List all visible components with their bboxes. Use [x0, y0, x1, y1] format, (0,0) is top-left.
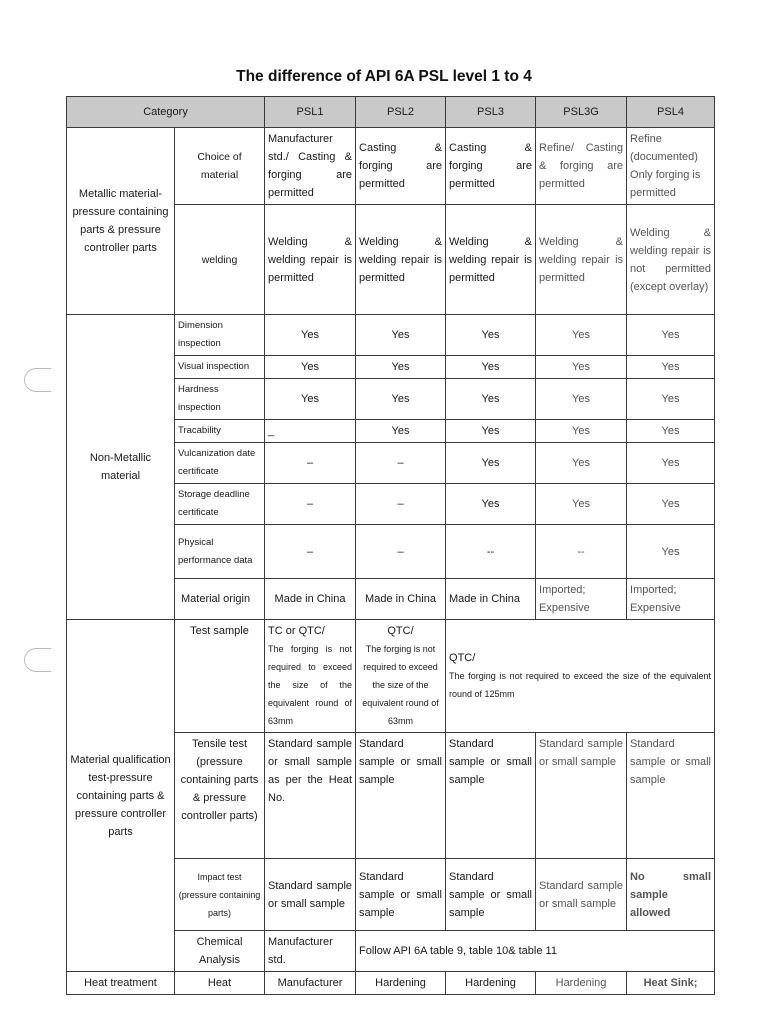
cell-origin-psl1: Made in China: [265, 579, 356, 620]
table-row: [67, 128, 715, 205]
cell-vulcanization-psl3: Yes: [446, 443, 536, 484]
row-label-tensile: Tensile test (pressure containing parts & pressure controller parts): [175, 733, 265, 859]
header-psl2: PSL2: [356, 97, 446, 128]
category-heat-treatment: Heat treatment: [67, 972, 175, 995]
row-label-test-sample: Test sample: [175, 620, 265, 733]
hole-punch-mark: [24, 368, 51, 392]
cell-tracability-psl4: Yes: [627, 420, 715, 443]
test-sample-psl34-note: The forging is not required to exceed the size of the equivalent round of 125mm: [449, 671, 712, 699]
row-label-dimension: Dimension inspection: [175, 315, 265, 356]
cell-vulcanization-psl2: –: [356, 443, 446, 484]
cell-hardness-psl3g: Yes: [536, 379, 627, 420]
row-label-welding: welding: [175, 205, 265, 315]
cell-origin-psl3g: Imported; Expensive: [536, 579, 627, 620]
cell-chemical-rest: Follow API 6A table 9, table 10& table 11: [356, 931, 715, 972]
row-label-hardness: Hardness inspection: [175, 379, 265, 420]
header-row: [67, 97, 715, 128]
cell-storage-psl3g: Yes: [536, 484, 627, 525]
cell-vulcanization-psl4: Yes: [627, 443, 715, 484]
cell-impact-psl2: Standard sample or small sample: [356, 859, 446, 931]
header-psl1: PSL1: [265, 97, 356, 128]
cell-visual-psl1: Yes: [265, 356, 356, 379]
cell-welding-psl4: Welding & welding repair is not permitted (except overlay): [627, 205, 715, 315]
cell-impact-psl1: Standard sample or small sample: [265, 859, 356, 931]
cell-physical-psl3g: --: [536, 525, 627, 579]
header-psl4: PSL4: [627, 97, 715, 128]
cell-welding-psl2: Welding & welding repair is permitted: [356, 205, 446, 315]
cell-hardness-psl4: Yes: [627, 379, 715, 420]
cell-physical-psl1: –: [265, 525, 356, 579]
cell-physical-psl4: Yes: [627, 525, 715, 579]
row-label-tracability: Tracability: [175, 420, 265, 443]
row-label-vulcanization: Vulcanization date certificate: [175, 443, 265, 484]
cell-welding-psl1: Welding & welding repair is permitted: [265, 205, 356, 315]
cell-dimension-psl2: Yes: [356, 315, 446, 356]
cell-tensile-psl1: Standard sample or small sample as per the Heat No.: [265, 733, 356, 859]
cell-heat-psl3: Hardening: [446, 972, 536, 995]
cell-dimension-psl3: Yes: [446, 315, 536, 356]
cell-tensile-psl3: Standard sample or small sample: [446, 733, 536, 859]
header-category: Category: [67, 97, 265, 128]
document-title: The difference of API 6A PSL level 1 to 4: [236, 68, 532, 85]
cell-tensile-psl4: Standard sample or small sample: [627, 733, 715, 859]
cell-vulcanization-psl1: –: [265, 443, 356, 484]
psl-comparison-table: [66, 96, 715, 995]
cell-heat-psl3g: Hardening: [536, 972, 627, 995]
row-label-visual: Visual inspection: [175, 356, 265, 379]
cell-choice-psl3g: Refine/ Casting & forging are permitted: [536, 128, 627, 205]
cell-tracability-psl2: Yes: [356, 420, 446, 443]
cell-origin-psl4: Imported; Expensive: [627, 579, 715, 620]
cell-chemical-psl1: Manufacturer std.: [265, 931, 356, 972]
cell-impact-psl4: No small sample allowed: [627, 859, 715, 931]
row-label-storage: Storage deadline certificate: [175, 484, 265, 525]
row-label-choice: Choice of material: [175, 128, 265, 205]
row-label-origin: Material origin: [175, 579, 265, 620]
cell-welding-psl3g: Welding & welding repair is permitted: [536, 205, 627, 315]
cell-visual-psl4: Yes: [627, 356, 715, 379]
cell-choice-psl3: Casting & forging are permitted: [446, 128, 536, 205]
cell-test-sample-psl1: [265, 620, 356, 733]
cell-impact-psl3: Standard sample or small sample: [446, 859, 536, 931]
cell-vulcanization-psl3g: Yes: [536, 443, 627, 484]
cell-dimension-psl1: Yes: [265, 315, 356, 356]
cell-impact-psl3g: Standard sample or small sample: [536, 859, 627, 931]
cell-tracability-psl3g: Yes: [536, 420, 627, 443]
header-psl3g: PSL3G: [536, 97, 627, 128]
test-sample-psl2-note: The forging is not required to exceed the size of the equivalent round of 63mm: [362, 644, 439, 726]
cell-heat-psl1: Manufacturer: [265, 972, 356, 995]
cell-test-sample-psl2: [356, 620, 446, 733]
cell-heat-psl4: Heat Sink;: [627, 972, 715, 995]
table-row: [67, 620, 715, 733]
cell-tensile-psl2: Standard sample or small sample: [356, 733, 446, 859]
cell-storage-psl1: –: [265, 484, 356, 525]
header-psl3: PSL3: [446, 97, 536, 128]
cell-storage-psl2: –: [356, 484, 446, 525]
category-nonmetallic: Non-Metallic material: [67, 315, 175, 620]
cell-hardness-psl1: Yes: [265, 379, 356, 420]
cell-origin-psl3: Made in China: [446, 579, 536, 620]
cell-choice-psl2: Casting & forging are permitted: [356, 128, 446, 205]
cell-visual-psl3: Yes: [446, 356, 536, 379]
test-sample-psl34-head: QTC/: [449, 652, 476, 664]
cell-physical-psl3: --: [446, 525, 536, 579]
table-row: [67, 315, 715, 356]
cell-tracability-psl1: _: [265, 420, 356, 443]
row-label-physical: Physical performance data: [175, 525, 265, 579]
cell-heat-psl2: Hardening: [356, 972, 446, 995]
cell-tensile-psl3g: Standard sample or small sample: [536, 733, 627, 859]
cell-test-sample-psl3-psl4: [446, 620, 715, 733]
cell-storage-psl3: Yes: [446, 484, 536, 525]
test-sample-psl1-head: TC or QTC/: [268, 625, 325, 637]
cell-storage-psl4: Yes: [627, 484, 715, 525]
table-row: [67, 972, 715, 995]
hole-punch-mark: [24, 648, 51, 672]
category-qualification: Material qualification test-pressure containing parts & pressure controller parts: [67, 620, 175, 972]
row-label-heat: Heat: [175, 972, 265, 995]
row-label-impact: Impact test (pressure containing parts): [175, 859, 265, 931]
cell-physical-psl2: –: [356, 525, 446, 579]
cell-dimension-psl3g: Yes: [536, 315, 627, 356]
row-label-chemical: Chemical Analysis: [175, 931, 265, 972]
cell-tracability-psl3: Yes: [446, 420, 536, 443]
cell-origin-psl2: Made in China: [356, 579, 446, 620]
cell-welding-psl3: Welding & welding repair is permitted: [446, 205, 536, 315]
category-metallic: Metallic material-pressure containing parts & pressure controller parts: [67, 128, 175, 315]
test-sample-psl1-note: The forging is not required to exceed the size of the equivalent round of 63mm: [268, 644, 353, 726]
test-sample-psl2-head: QTC/: [387, 625, 414, 637]
cell-dimension-psl4: Yes: [627, 315, 715, 356]
cell-hardness-psl3: Yes: [446, 379, 536, 420]
cell-hardness-psl2: Yes: [356, 379, 446, 420]
cell-choice-psl4: Refine (documented) Only forging is permitted: [627, 128, 715, 205]
cell-choice-psl1: Manufacturer std./ Casting & forging are permitted: [265, 128, 356, 205]
cell-visual-psl3g: Yes: [536, 356, 627, 379]
cell-visual-psl2: Yes: [356, 356, 446, 379]
